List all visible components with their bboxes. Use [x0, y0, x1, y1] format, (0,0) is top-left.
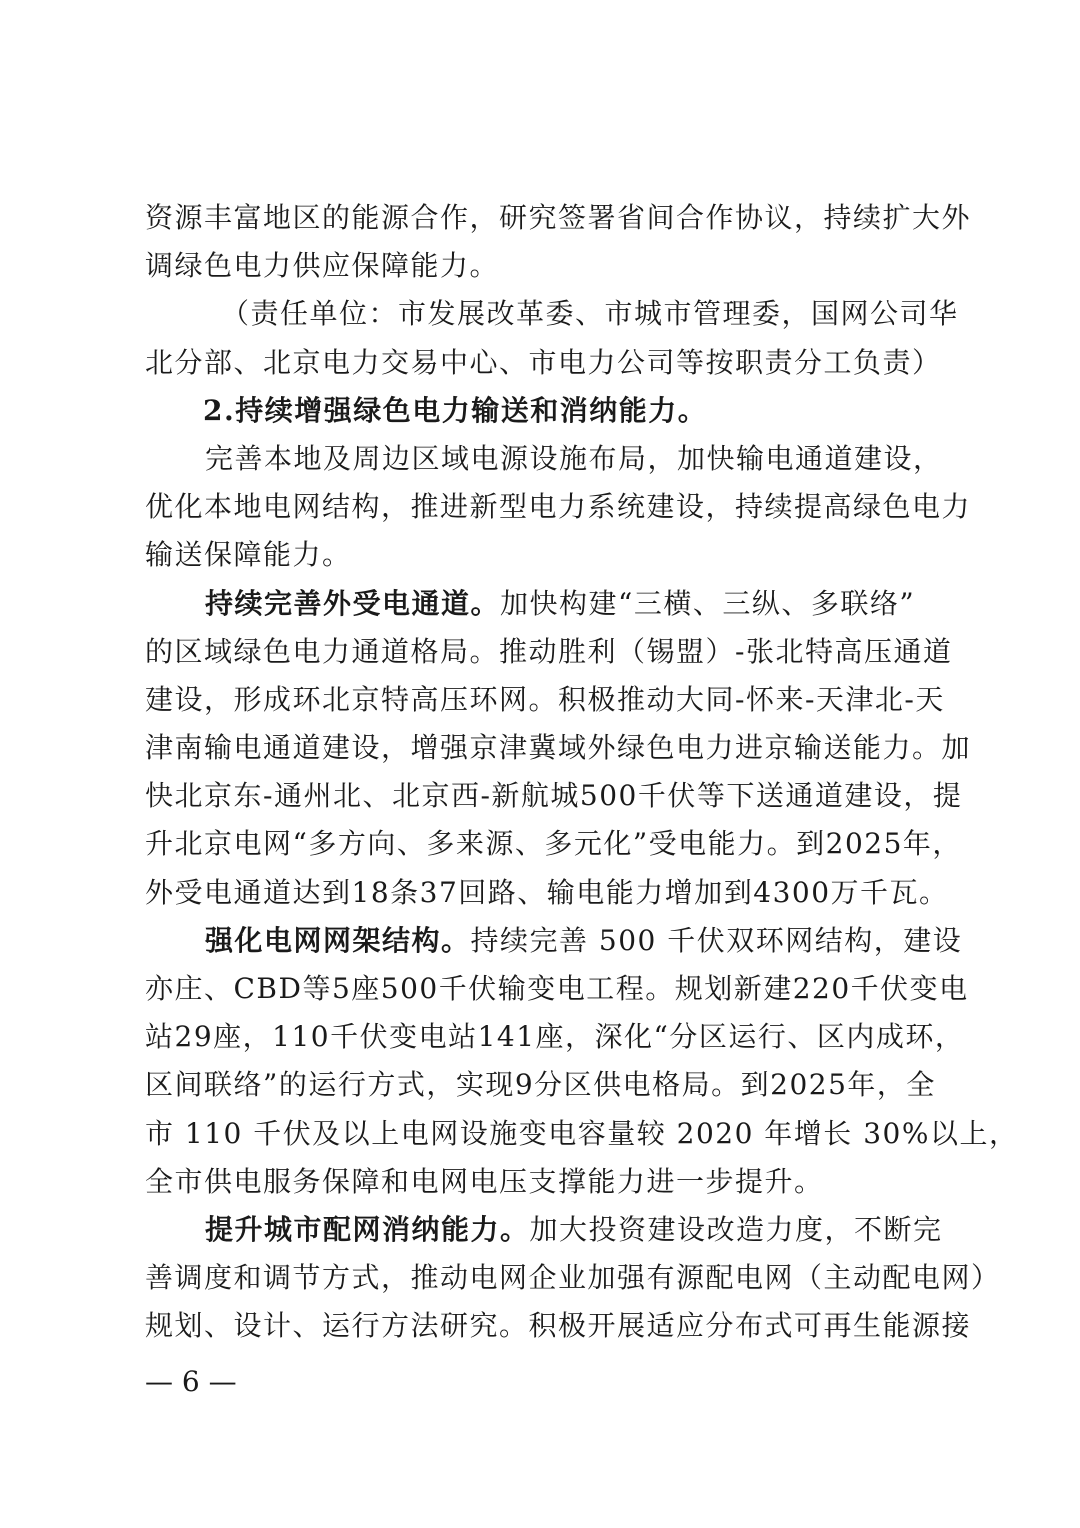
paragraph-text: 加大投资建设改造力度，不断完 — [529, 1212, 943, 1246]
page-number: — 6 — — [145, 1365, 237, 1398]
document-body — [145, 194, 1019, 1351]
body-line: 资源丰富地区的能源合作，研究签署省间合作协议，持续扩大外 — [145, 201, 972, 234]
body-line: 调绿色电力供应保障能力。 — [145, 249, 500, 283]
section-heading: 2.持续增强绿色电力输送和消纳能力。 — [203, 393, 708, 427]
paragraph-line — [145, 1206, 945, 1254]
paragraph-lead: 强化电网网架结构。 — [205, 923, 471, 957]
body-line: 外受电通道达到18条37回路、输电能力增加到4300万千瓦。 — [145, 875, 949, 909]
body-line: 津南输电通道建设，增强京津冀域外绿色电力进京输送能力。加 — [145, 731, 972, 765]
paragraph-text: 持续完善 500 千伏双环网结构，建设 — [470, 923, 963, 957]
paragraph-line — [145, 917, 963, 965]
responsibility-note: （责任单位：市发展改革委、市城市管理委，国网公司华 — [221, 297, 959, 331]
body-line: 完善本地及周边区域电源设施布局，加快输电通道建设， — [205, 441, 943, 475]
body-line: 升北京电网“多方向、多来源、多元化”受电能力。到2025年， — [145, 827, 962, 861]
body-line: 快北京东-通州北、北京西-新航城500千伏等下送通道建设，提 — [145, 779, 963, 813]
paragraph-lead: 持续完善外受电通道。 — [205, 586, 501, 620]
body-line: 善调度和调节方式，推动电网企业加强有源配电网（主动配电网） — [145, 1261, 1001, 1295]
body-line: 区间联络”的运行方式，实现9分区供电格局。到2025年，全 — [145, 1068, 936, 1102]
paragraph-line — [145, 580, 945, 628]
responsibility-note: 北分部、北京电力交易中心、市电力公司等按职责分工负责） — [145, 345, 942, 379]
body-line: 全市供电服务保障和电网电压支撑能力进一步提升。 — [145, 1164, 824, 1198]
body-line: 优化本地电网结构，推进新型电力系统建设，持续提高绿色电力 — [145, 490, 972, 524]
body-line: 亦庄、CBD等5座500千伏输变电工程。规划新建220千伏变电 — [145, 972, 969, 1005]
body-line: 建设，形成环北京特高压环网。积极推动大同-怀来-天津北-天 — [145, 682, 945, 716]
body-line: 的区域绿色电力通道格局。推动胜利（锡盟）-张北特高压通道 — [145, 634, 953, 668]
body-line: 站29座，110千伏变电站141座，深化“分区运行、区内成环， — [145, 1020, 965, 1054]
body-line: 规划、设计、运行方法研究。积极开展适应分布式可再生能源接 — [145, 1309, 972, 1343]
paragraph-lead: 提升城市配网消纳能力。 — [205, 1212, 530, 1246]
body-line: 市 110 千伏及以上电网设施变电容量较 2020 年增长 30%以上， — [145, 1116, 1019, 1150]
body-line: 输送保障能力。 — [145, 538, 352, 572]
paragraph-text: 加快构建“三横、三纵、多联络” — [500, 586, 916, 620]
